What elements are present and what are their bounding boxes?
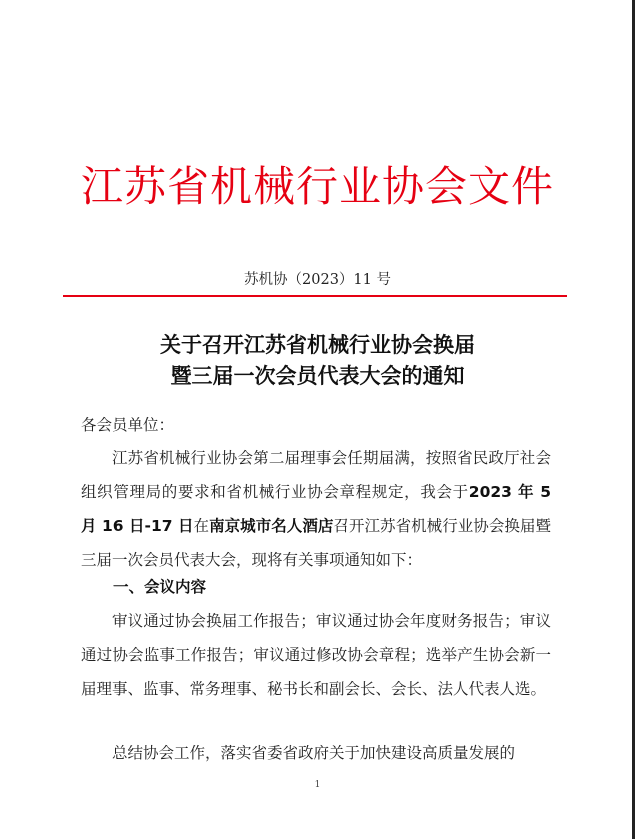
intro-rest-text: 召开江苏省机械行业协会换届暨三届一次会员代表大会，现将有关事项通知如下： xyxy=(81,517,551,569)
paragraph-summary: 总结协会工作，落实省委省政府关于加快建设高质量发展的 xyxy=(112,744,516,762)
notice-title xyxy=(0,330,635,392)
document-header-title: 江苏省机械行业协会文件 xyxy=(80,162,554,211)
salutation: 各会员单位： xyxy=(81,416,175,434)
meeting-venue: 南京城市名人酒店 xyxy=(209,517,334,535)
paragraph-intro xyxy=(81,441,551,577)
paragraph-meeting-content: 审议通过协会换届工作报告；审议通过协会年度财务报告；审议通过协会监事工作报告；审议通过修改协会章程；选举产生协会新一届理事、监事、常务理事、秘书长和副会长、会长、法人代表人选。 xyxy=(81,612,551,698)
at-text: 在 xyxy=(193,517,210,535)
document-number: 苏机协（2023）11 号 xyxy=(244,272,391,288)
page-number: 1 xyxy=(314,780,321,790)
red-divider-line xyxy=(63,295,567,297)
intro-text: 江苏省机械行业协会第二届理事会任期届满，按照省民政厅社会组织管理局的要求和省机械行业协会章程规定，我会于 xyxy=(81,449,551,501)
notice-title-line1: 关于召开江苏省机械行业协会换届 xyxy=(160,333,475,357)
notice-title-line2: 暨三届一次会员代表大会的通知 xyxy=(170,364,465,388)
meeting-date: 2023 年 5 月 16 日-17 日 xyxy=(81,483,551,535)
section-heading-meeting-content: 一、会议内容 xyxy=(113,578,207,596)
